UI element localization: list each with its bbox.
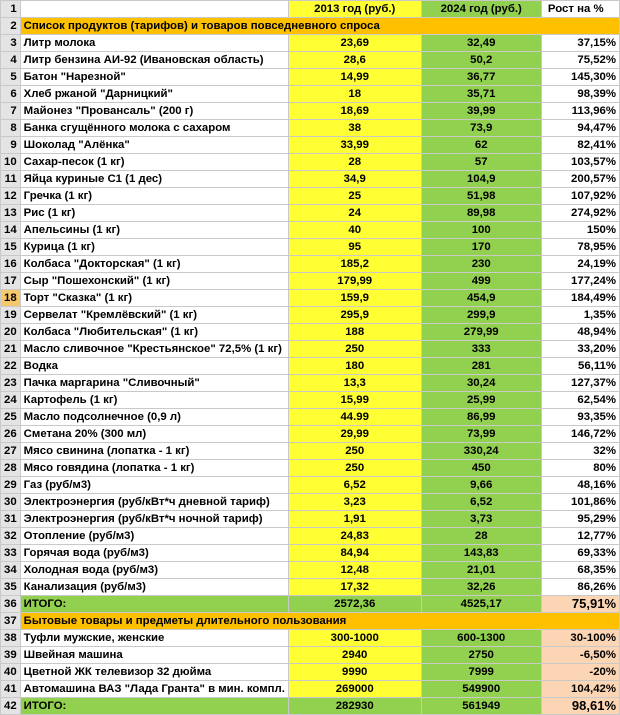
growth-cell[interactable]: 62,54%: [541, 392, 619, 409]
price-2024-cell[interactable]: 2750: [421, 647, 541, 664]
item-row: [1, 171, 620, 188]
item-name-cell[interactable]: Водка: [20, 358, 288, 375]
price-2013-cell[interactable]: 2572,36: [288, 596, 421, 613]
growth-cell[interactable]: 48,94%: [541, 324, 619, 341]
row-header[interactable]: 17: [1, 273, 21, 290]
item-row: [1, 409, 620, 426]
cell-a1[interactable]: [20, 1, 288, 18]
item-name-cell[interactable]: Майонез "Провансаль" (200 г): [20, 103, 288, 120]
item-name-cell[interactable]: Холодная вода (руб/м3): [20, 562, 288, 579]
item-row: [1, 375, 620, 392]
item-name-cell[interactable]: Литр бензина АИ-92 (Ивановская область): [20, 52, 288, 69]
price-2013-cell[interactable]: 23,69: [288, 35, 421, 52]
item-name-cell[interactable]: Электроэнергия (руб/кВт*ч ночной тариф): [20, 511, 288, 528]
price-2013-cell[interactable]: 14,99: [288, 69, 421, 86]
item-name-cell[interactable]: Автомашина ВАЗ "Лада Гранта" в мин. компл.: [20, 681, 288, 698]
row-header[interactable]: 11: [1, 171, 21, 188]
growth-cell[interactable]: 37,15%: [541, 35, 619, 52]
price-2024-cell[interactable]: 600-1300: [421, 630, 541, 647]
item-name-cell[interactable]: Рис (1 кг): [20, 205, 288, 222]
price-2024-cell[interactable]: 279,99: [421, 324, 541, 341]
item-row: [1, 528, 620, 545]
item-name-cell[interactable]: Торт "Сказка" (1 кг): [20, 290, 288, 307]
item-name-cell[interactable]: Мясо говядина (лопатка - 1 кг): [20, 460, 288, 477]
growth-cell[interactable]: 127,37%: [541, 375, 619, 392]
price-2024-cell[interactable]: 9,66: [421, 477, 541, 494]
row-header[interactable]: 29: [1, 477, 21, 494]
item-name-cell[interactable]: Газ (руб/м3): [20, 477, 288, 494]
growth-cell[interactable]: 94,47%: [541, 120, 619, 137]
row-header[interactable]: 41: [1, 681, 21, 698]
price-2013-cell[interactable]: 300-1000: [288, 630, 421, 647]
price-2024-cell[interactable]: 330,24: [421, 443, 541, 460]
price-2013-cell[interactable]: 25: [288, 188, 421, 205]
item-row: [1, 392, 620, 409]
price-2024-cell[interactable]: 57: [421, 154, 541, 171]
item-name-cell[interactable]: Сахар-песок (1 кг): [20, 154, 288, 171]
item-name-cell[interactable]: Гречка (1 кг): [20, 188, 288, 205]
item-row: [1, 630, 620, 647]
item-row: [1, 579, 620, 596]
row-header[interactable]: 8: [1, 120, 21, 137]
price-2013-cell[interactable]: 29,99: [288, 426, 421, 443]
price-2013-cell[interactable]: 1,91: [288, 511, 421, 528]
price-2024-cell[interactable]: 4525,17: [421, 596, 541, 613]
price-2024-cell[interactable]: 230: [421, 256, 541, 273]
item-row: [1, 86, 620, 103]
price-2024-cell[interactable]: 50,2: [421, 52, 541, 69]
row-header[interactable]: 34: [1, 562, 21, 579]
item-row: [1, 137, 620, 154]
item-name-cell[interactable]: Хлеб ржаной "Дарницкий": [20, 86, 288, 103]
price-2024-cell[interactable]: 39,99: [421, 103, 541, 120]
price-2024-cell[interactable]: 51,98: [421, 188, 541, 205]
row-header[interactable]: 1: [1, 1, 21, 18]
row-header[interactable]: 36: [1, 596, 21, 613]
price-2024-cell[interactable]: 6,52: [421, 494, 541, 511]
price-2024-cell[interactable]: 86,99: [421, 409, 541, 426]
row-header[interactable]: 37: [1, 613, 21, 630]
row-header[interactable]: 16: [1, 256, 21, 273]
row-header[interactable]: 14: [1, 222, 21, 239]
price-2013-cell[interactable]: 44.99: [288, 409, 421, 426]
price-2013-cell[interactable]: 17,32: [288, 579, 421, 596]
row-header[interactable]: 13: [1, 205, 21, 222]
price-2013-cell[interactable]: 185,2: [288, 256, 421, 273]
row-header[interactable]: 35: [1, 579, 21, 596]
price-2013-cell[interactable]: 12,48: [288, 562, 421, 579]
item-row: [1, 35, 620, 52]
row-header[interactable]: 40: [1, 664, 21, 681]
price-2013-cell[interactable]: 179,99: [288, 273, 421, 290]
total-row: [1, 596, 620, 613]
growth-cell[interactable]: 150%: [541, 222, 619, 239]
row-header[interactable]: 32: [1, 528, 21, 545]
section-header-row: [1, 18, 620, 35]
column-title-growth[interactable]: Рост на %: [541, 1, 619, 18]
item-name-cell[interactable]: Яйца куриные С1 (1 дес): [20, 171, 288, 188]
growth-cell[interactable]: 146,72%: [541, 426, 619, 443]
price-2013-cell[interactable]: 15,99: [288, 392, 421, 409]
item-name-cell[interactable]: Банка сгущённого молока с сахаром: [20, 120, 288, 137]
row-header[interactable]: 25: [1, 409, 21, 426]
item-name-cell[interactable]: Апельсины (1 кг): [20, 222, 288, 239]
item-row: [1, 477, 620, 494]
row-header[interactable]: 3: [1, 35, 21, 52]
item-row: [1, 494, 620, 511]
item-name-cell[interactable]: Канализация (руб/м3): [20, 579, 288, 596]
row-header[interactable]: 39: [1, 647, 21, 664]
row-header[interactable]: 4: [1, 52, 21, 69]
growth-cell[interactable]: 68,35%: [541, 562, 619, 579]
item-row: [1, 681, 620, 698]
growth-cell[interactable]: -20%: [541, 664, 619, 681]
item-row: [1, 341, 620, 358]
growth-cell[interactable]: 177,24%: [541, 273, 619, 290]
item-name-cell[interactable]: Сметана 20% (300 мл): [20, 426, 288, 443]
section-title[interactable]: Бытовые товары и предметы длительного пользования: [20, 613, 619, 630]
growth-cell[interactable]: 82,41%: [541, 137, 619, 154]
item-name-cell[interactable]: Отопление (руб/м3): [20, 528, 288, 545]
price-2013-cell[interactable]: 13,3: [288, 375, 421, 392]
row-header[interactable]: 38: [1, 630, 21, 647]
column-title-2013[interactable]: 2013 год (руб.): [288, 1, 421, 18]
row-header[interactable]: 22: [1, 358, 21, 375]
growth-cell[interactable]: 95,29%: [541, 511, 619, 528]
price-2024-cell[interactable]: 30,24: [421, 375, 541, 392]
growth-cell[interactable]: 80%: [541, 460, 619, 477]
price-2013-cell[interactable]: 84,94: [288, 545, 421, 562]
price-2013-cell[interactable]: 33,99: [288, 137, 421, 154]
row-header[interactable]: 18: [1, 290, 21, 307]
price-2024-cell[interactable]: 25,99: [421, 392, 541, 409]
item-name-cell[interactable]: Картофель (1 кг): [20, 392, 288, 409]
price-2013-cell[interactable]: 18: [288, 86, 421, 103]
price-2013-cell[interactable]: 282930: [288, 698, 421, 715]
price-2013-cell[interactable]: 40: [288, 222, 421, 239]
price-2013-cell[interactable]: 159,9: [288, 290, 421, 307]
growth-cell[interactable]: 103,57%: [541, 154, 619, 171]
item-name-cell[interactable]: Мясо свинина (лопатка - 1 кг): [20, 443, 288, 460]
row-header[interactable]: 26: [1, 426, 21, 443]
price-2013-cell[interactable]: 3,23: [288, 494, 421, 511]
item-row: [1, 511, 620, 528]
item-row: [1, 103, 620, 120]
price-2024-cell[interactable]: 36,77: [421, 69, 541, 86]
growth-cell[interactable]: 33,20%: [541, 341, 619, 358]
growth-cell[interactable]: 200,57%: [541, 171, 619, 188]
column-title-2024[interactable]: 2024 год (руб.): [421, 1, 541, 18]
row-header[interactable]: 28: [1, 460, 21, 477]
item-row: [1, 664, 620, 681]
item-name-cell[interactable]: Электроэнергия (руб/кВт*ч дневной тариф): [20, 494, 288, 511]
row-header[interactable]: 6: [1, 86, 21, 103]
row-header[interactable]: 33: [1, 545, 21, 562]
section-title[interactable]: Список продуктов (тарифов) и товаров повседневного спроса: [20, 18, 619, 35]
growth-cell[interactable]: 75,52%: [541, 52, 619, 69]
growth-cell[interactable]: -6,50%: [541, 647, 619, 664]
item-name-cell[interactable]: Цветной ЖК телевизор 32 дюйма: [20, 664, 288, 681]
item-row: [1, 460, 620, 477]
item-row: [1, 273, 620, 290]
item-row: [1, 443, 620, 460]
price-2024-cell[interactable]: 450: [421, 460, 541, 477]
price-2013-cell[interactable]: 34,9: [288, 171, 421, 188]
price-2024-cell[interactable]: 28: [421, 528, 541, 545]
growth-cell[interactable]: 56,11%: [541, 358, 619, 375]
price-2024-cell[interactable]: 89,98: [421, 205, 541, 222]
price-2013-cell[interactable]: 250: [288, 460, 421, 477]
row-header[interactable]: 10: [1, 154, 21, 171]
growth-cell[interactable]: 86,26%: [541, 579, 619, 596]
price-2024-cell[interactable]: 549900: [421, 681, 541, 698]
item-name-cell[interactable]: Туфли мужские, женские: [20, 630, 288, 647]
item-name-cell[interactable]: Колбаса "Докторская" (1 кг): [20, 256, 288, 273]
item-row: [1, 188, 620, 205]
price-2024-cell[interactable]: 499: [421, 273, 541, 290]
growth-cell[interactable]: 101,86%: [541, 494, 619, 511]
row-header[interactable]: 7: [1, 103, 21, 120]
price-2013-cell[interactable]: 2940: [288, 647, 421, 664]
growth-cell[interactable]: 93,35%: [541, 409, 619, 426]
price-2013-cell[interactable]: 24,83: [288, 528, 421, 545]
item-row: [1, 69, 620, 86]
item-row: [1, 256, 620, 273]
row-header[interactable]: 20: [1, 324, 21, 341]
row-header[interactable]: 42: [1, 698, 21, 715]
item-name-cell[interactable]: Масло сливочное "Крестьянское" 72,5% (1 кг): [20, 341, 288, 358]
price-2013-cell[interactable]: 95: [288, 239, 421, 256]
price-2024-cell[interactable]: 32,26: [421, 579, 541, 596]
item-row: [1, 324, 620, 341]
price-2024-cell[interactable]: 454,9: [421, 290, 541, 307]
growth-cell[interactable]: 1,35%: [541, 307, 619, 324]
row-header[interactable]: 15: [1, 239, 21, 256]
item-row: [1, 562, 620, 579]
item-row: [1, 647, 620, 664]
item-name-cell[interactable]: Сервелат "Кремлёвский" (1 кг): [20, 307, 288, 324]
price-2024-cell[interactable]: 73,9: [421, 120, 541, 137]
growth-cell[interactable]: 98,39%: [541, 86, 619, 103]
row-header[interactable]: 2: [1, 18, 21, 35]
row-header[interactable]: 23: [1, 375, 21, 392]
growth-cell[interactable]: 184,49%: [541, 290, 619, 307]
growth-cell[interactable]: 113,96%: [541, 103, 619, 120]
growth-cell[interactable]: 274,92%: [541, 205, 619, 222]
growth-cell[interactable]: 145,30%: [541, 69, 619, 86]
row-header[interactable]: 5: [1, 69, 21, 86]
item-row: [1, 426, 620, 443]
price-2013-cell[interactable]: 180: [288, 358, 421, 375]
total-row: [1, 698, 620, 715]
price-2013-cell[interactable]: 269000: [288, 681, 421, 698]
price-2024-cell[interactable]: 73,99: [421, 426, 541, 443]
row-header[interactable]: 27: [1, 443, 21, 460]
price-2024-cell[interactable]: 333: [421, 341, 541, 358]
price-2013-cell[interactable]: 38: [288, 120, 421, 137]
growth-cell[interactable]: 48,16%: [541, 477, 619, 494]
price-2013-cell[interactable]: 6,52: [288, 477, 421, 494]
item-row: [1, 120, 620, 137]
growth-cell[interactable]: 12,77%: [541, 528, 619, 545]
item-name-cell[interactable]: Шоколад "Алёнка": [20, 137, 288, 154]
item-row: [1, 205, 620, 222]
item-row: [1, 154, 620, 171]
item-name-cell[interactable]: Колбаса "Любительская" (1 кг): [20, 324, 288, 341]
price-2024-cell[interactable]: 104,9: [421, 171, 541, 188]
price-2013-cell[interactable]: 250: [288, 443, 421, 460]
growth-cell[interactable]: 24,19%: [541, 256, 619, 273]
row-header[interactable]: 24: [1, 392, 21, 409]
item-row: [1, 52, 620, 69]
item-name-cell[interactable]: Сыр "Пошехонский" (1 кг): [20, 273, 288, 290]
price-2013-cell[interactable]: 295,9: [288, 307, 421, 324]
item-name-cell[interactable]: Литр молока: [20, 35, 288, 52]
item-row: [1, 545, 620, 562]
price-2024-cell[interactable]: 62: [421, 137, 541, 154]
growth-cell[interactable]: 69,33%: [541, 545, 619, 562]
price-2024-cell[interactable]: 299,9: [421, 307, 541, 324]
item-name-cell[interactable]: Пачка маргарина "Сливочный": [20, 375, 288, 392]
item-name-cell[interactable]: Батон "Нарезной": [20, 69, 288, 86]
item-row: [1, 290, 620, 307]
row-header[interactable]: 21: [1, 341, 21, 358]
item-row: [1, 358, 620, 375]
row-header[interactable]: 31: [1, 511, 21, 528]
price-2013-cell[interactable]: 9990: [288, 664, 421, 681]
price-2013-cell[interactable]: 28,6: [288, 52, 421, 69]
price-2013-cell[interactable]: 188: [288, 324, 421, 341]
price-2024-cell[interactable]: 561949: [421, 698, 541, 715]
item-row: [1, 239, 620, 256]
header-row: [1, 1, 620, 18]
item-name-cell[interactable]: Швейная машина: [20, 647, 288, 664]
item-name-cell[interactable]: Масло подсолнечное (0,9 л): [20, 409, 288, 426]
item-name-cell[interactable]: ИТОГО:: [20, 698, 288, 715]
growth-cell[interactable]: 104,42%: [541, 681, 619, 698]
price-2024-cell[interactable]: 3,73: [421, 511, 541, 528]
growth-cell[interactable]: 32%: [541, 443, 619, 460]
section-header-row: [1, 613, 620, 630]
price-2013-cell[interactable]: 18,69: [288, 103, 421, 120]
price-2024-cell[interactable]: 100: [421, 222, 541, 239]
row-header[interactable]: 30: [1, 494, 21, 511]
growth-cell[interactable]: 78,95%: [541, 239, 619, 256]
price-2013-cell[interactable]: 28: [288, 154, 421, 171]
item-name-cell[interactable]: Курица (1 кг): [20, 239, 288, 256]
price-2024-cell[interactable]: 35,71: [421, 86, 541, 103]
price-2024-cell[interactable]: 7999: [421, 664, 541, 681]
growth-cell[interactable]: 30-100%: [541, 630, 619, 647]
growth-cell[interactable]: 75,91%: [541, 596, 619, 613]
price-2024-cell[interactable]: 281: [421, 358, 541, 375]
price-2024-cell[interactable]: 143,83: [421, 545, 541, 562]
item-name-cell[interactable]: Горячая вода (руб/м3): [20, 545, 288, 562]
growth-cell[interactable]: 98,61%: [541, 698, 619, 715]
growth-cell[interactable]: 107,92%: [541, 188, 619, 205]
price-2024-cell[interactable]: 170: [421, 239, 541, 256]
price-2024-cell[interactable]: 32,49: [421, 35, 541, 52]
price-2024-cell[interactable]: 21,01: [421, 562, 541, 579]
item-row: [1, 222, 620, 239]
row-header[interactable]: 9: [1, 137, 21, 154]
price-2013-cell[interactable]: 250: [288, 341, 421, 358]
item-row: [1, 307, 620, 324]
price-2013-cell[interactable]: 24: [288, 205, 421, 222]
row-header[interactable]: 19: [1, 307, 21, 324]
item-name-cell[interactable]: ИТОГО:: [20, 596, 288, 613]
row-header[interactable]: 12: [1, 188, 21, 205]
